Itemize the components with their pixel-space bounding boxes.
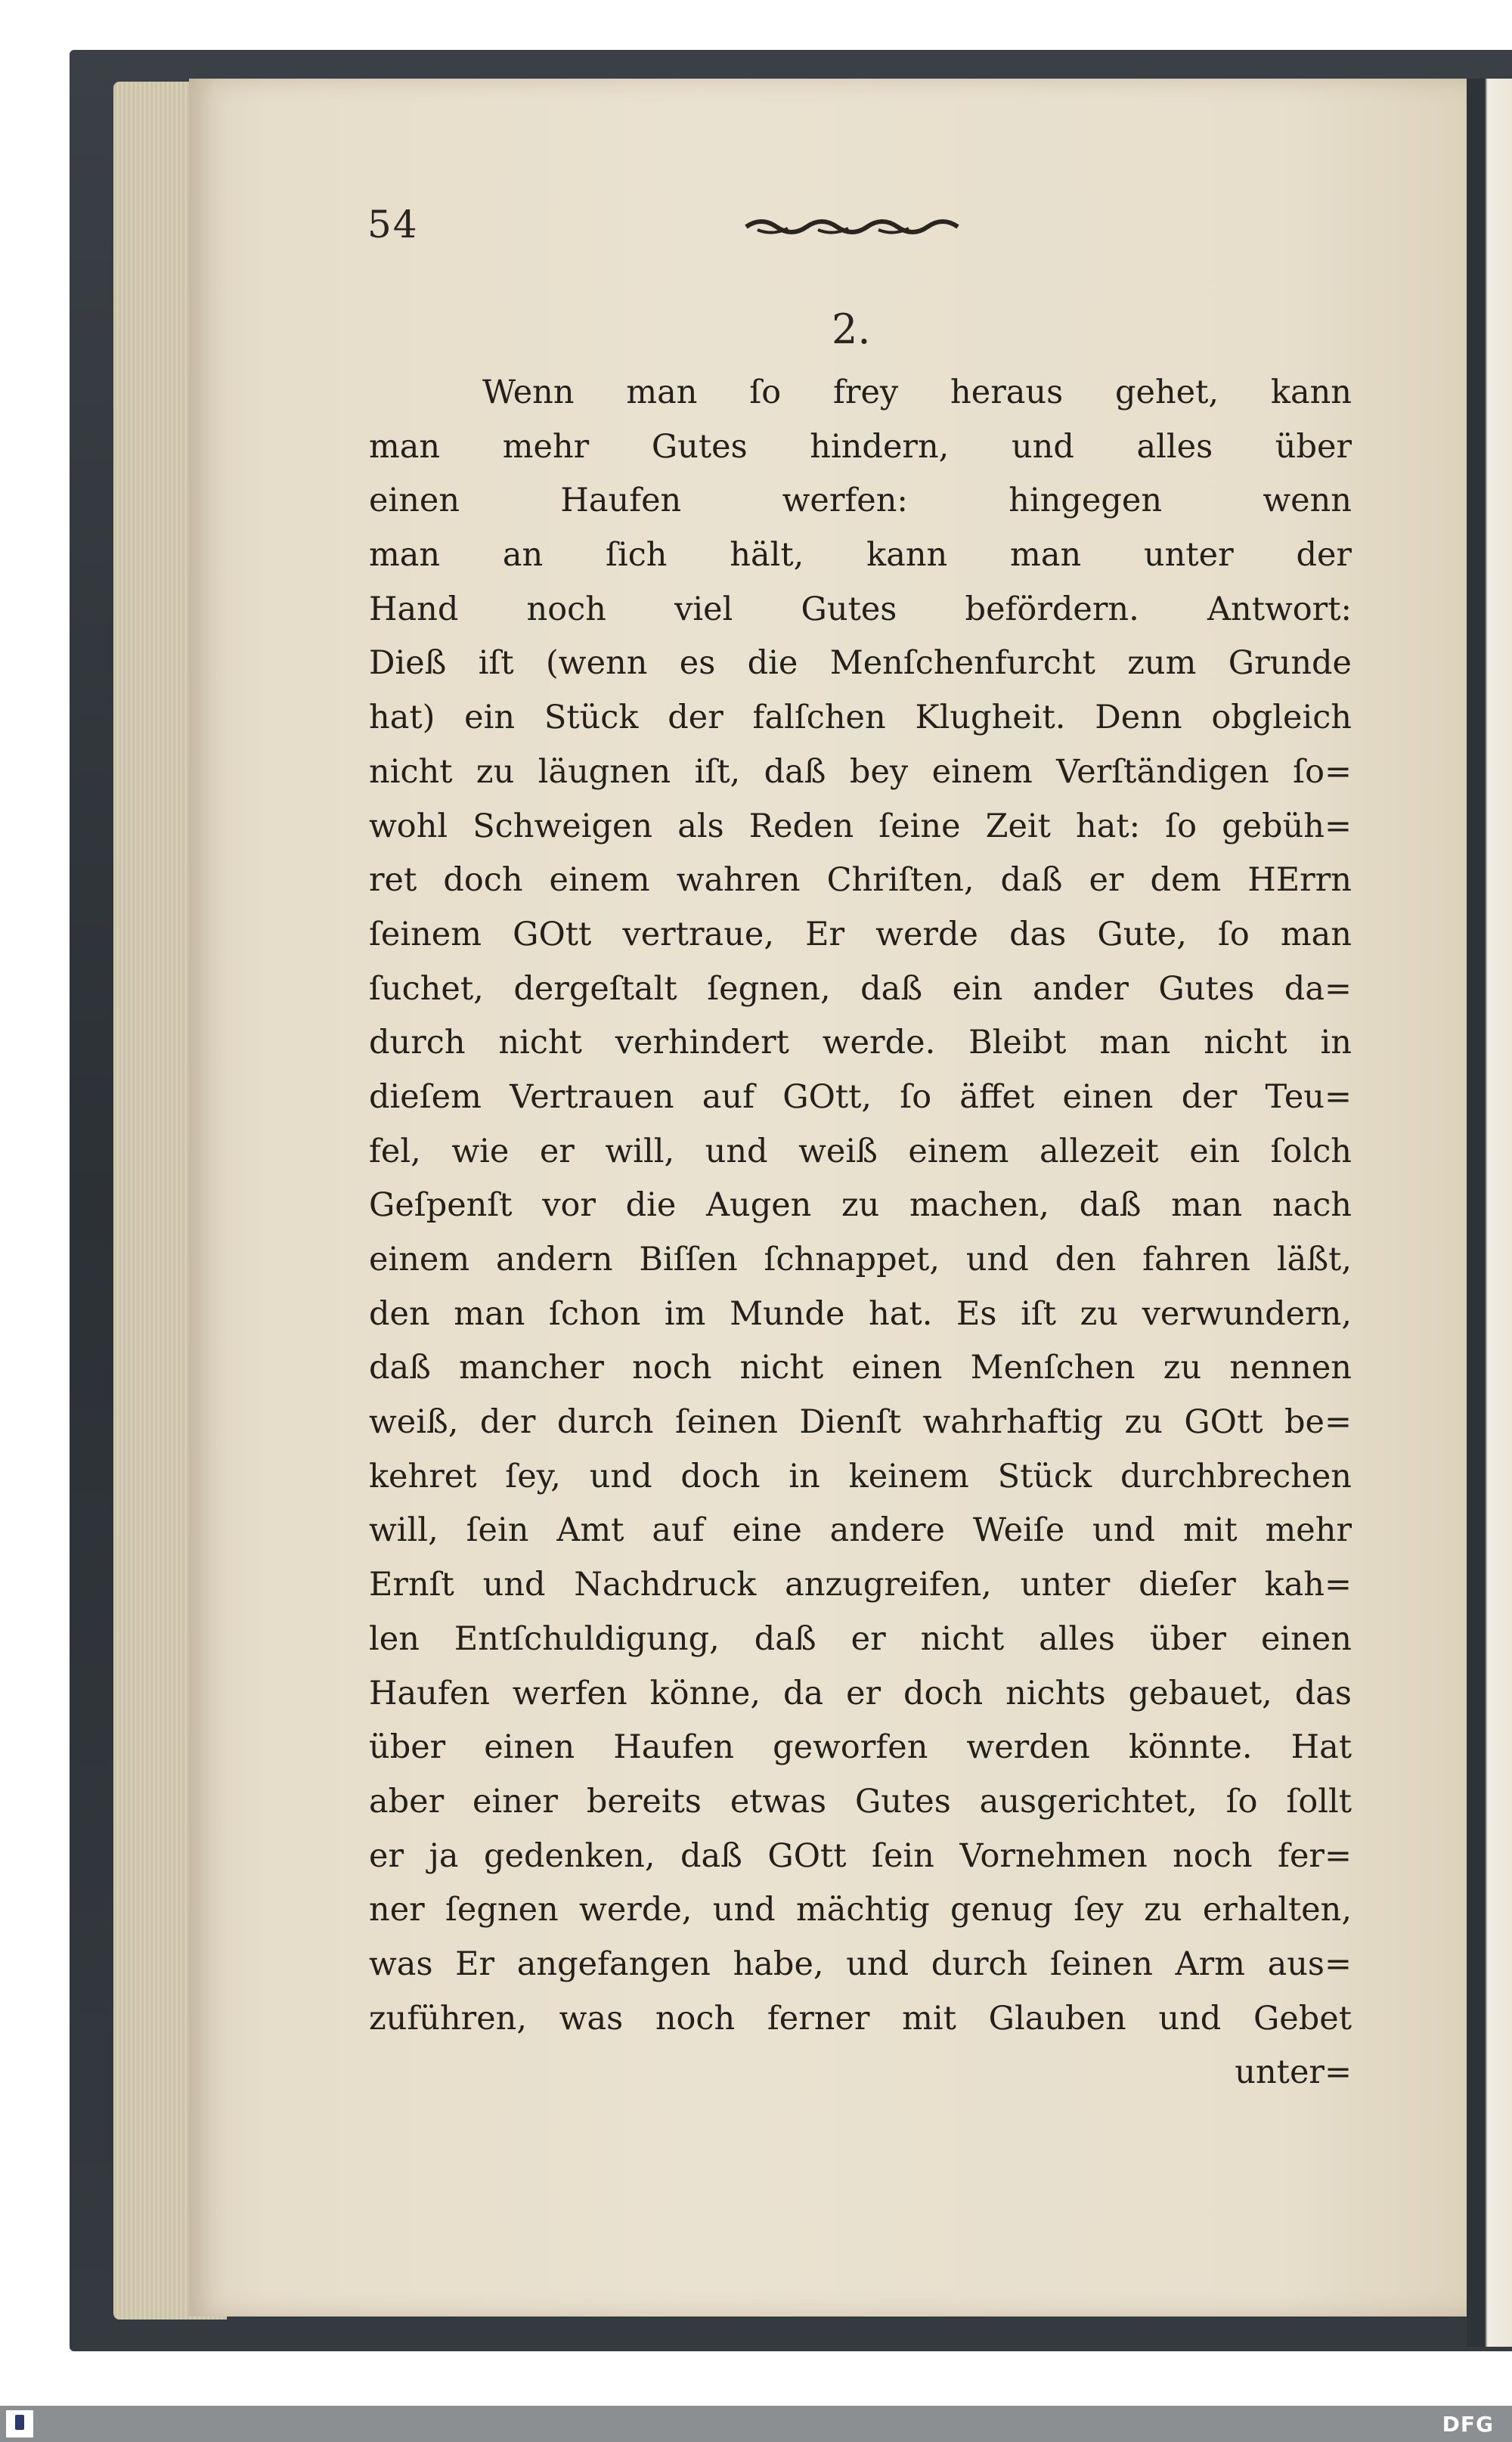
text-line: ſuchet, dergeſtalt ſegnen, daß ein ander Gutes da= — [369, 969, 1352, 1008]
dfg-logo[interactable]: DFG — [1442, 2412, 1494, 2437]
text-line: was Er angefangen habe, und durch ſeinen Arm aus= — [369, 1945, 1352, 1983]
catchword: unter= — [1235, 2053, 1352, 2092]
text-line: nicht zu läugnen iſt, daß bey einem Verſtändigen ſo= — [369, 752, 1352, 791]
text-line: durch nicht verhindert werde. Bleibt man nicht in — [369, 1024, 1352, 1062]
text-line: Haufen werfen könne, da er doch nichts gebauet, das — [369, 1674, 1352, 1712]
text-line: kehret ſey, und doch in keinem Stück durchbrechen — [369, 1457, 1352, 1495]
text-line: len Entſchuldigung, daß er nicht alles über einen — [369, 1619, 1352, 1658]
text-line: aber einer bereits etwas Gutes ausgerichtet, ſo ſollt — [369, 1782, 1352, 1821]
text-line: hat) ein Stück der falſchen Klugheit. Denn obgleich — [369, 699, 1352, 737]
page-number: 54 — [367, 203, 419, 246]
ornament-rule — [742, 210, 969, 240]
viewer-footer — [0, 2406, 1512, 2442]
text-line: ſeinem GOtt vertraue, Er werde das Gute, ſo man — [369, 915, 1352, 953]
text-line: weiß, der durch ſeinen Dienſt wahrhaftig zu GOtt be= — [369, 1403, 1352, 1442]
text-line: fel, wie er will, und weiß einem allezeit ein ſolch — [369, 1132, 1352, 1170]
body-text — [369, 366, 1352, 2100]
text-line: wohl Schweigen als Reden ſeine Zeit hat: ſo gebüh= — [369, 807, 1352, 845]
text-line: über einen Haufen geworfen werden könnte. Hat — [369, 1728, 1352, 1767]
text-line: zuführen, was noch ferner mit Glauben und Gebet — [369, 1999, 1352, 2038]
text-line: daß mancher noch nicht einen Menſchen zu nennen — [369, 1349, 1352, 1387]
text-line: einen Haufen werfen: hingegen wenn — [369, 482, 1352, 520]
text-line: den man ſchon im Munde hat. Es iſt zu verwundern, — [369, 1294, 1352, 1333]
text-line: Wenn man ſo frey heraus gehet, kann — [482, 373, 1352, 411]
text-line: Dieß iſt (wenn es die Menſchenfurcht zum Grunde — [369, 644, 1352, 683]
text-line: einem andern Biſſen ſchnappet, und den fahren läßt, — [369, 1241, 1352, 1278]
text-line: Geſpenſt vor die Augen zu machen, daß man nach — [369, 1186, 1352, 1225]
text-line: ner ſegnen werde, und mächtig genug ſey zu erhalten, — [369, 1891, 1352, 1929]
text-line: will, ſein Amt auf eine andere Weiſe und mit mehr — [369, 1511, 1352, 1550]
text-line: man mehr Gutes hindern, und alles über — [369, 427, 1352, 466]
text-line: Hand noch viel Gutes befördern. Antwort: — [369, 590, 1352, 628]
text-line: dieſem Vertrauen auf GOtt, ſo äffet einen der Teu= — [369, 1077, 1352, 1116]
section-number: 2. — [832, 305, 871, 353]
text-line: man an ſich hält, kann man unter der — [369, 536, 1352, 575]
text-line: Ernſt und Nachdruck anzugreifen, unter dieſer kah= — [369, 1566, 1352, 1604]
library-logo-icon[interactable] — [6, 2410, 33, 2437]
text-line: ret doch einem wahren Chriſten, daß er dem HErrn — [369, 861, 1352, 900]
facing-page-edge — [1467, 79, 1512, 2347]
text-line: er ja gedenken, daß GOtt ſein Vornehmen noch fer= — [369, 1836, 1352, 1875]
